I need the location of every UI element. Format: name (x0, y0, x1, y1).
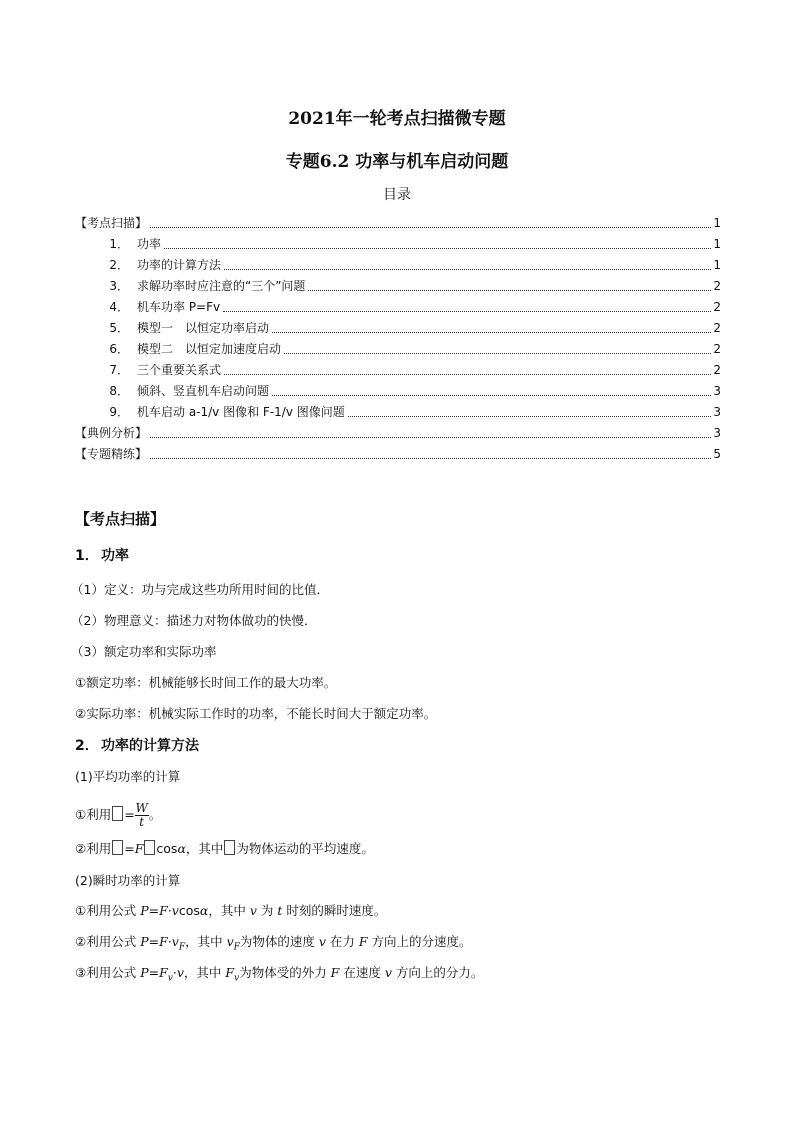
toc-entry[interactable] (75, 315, 721, 336)
text-run: ③利用公式 (75, 965, 141, 980)
placeholder-box (144, 840, 155, 855)
text-run: 在力 (325, 934, 359, 949)
table-of-contents (75, 210, 721, 462)
toc-leader (224, 374, 711, 375)
text-run: ②利用 (75, 841, 112, 856)
variable: α (199, 903, 209, 918)
text-run: cos (156, 841, 178, 856)
toc-entry[interactable] (75, 357, 721, 378)
subsection-heading (75, 547, 129, 565)
toc-leader (272, 395, 711, 396)
variable: P (140, 934, 149, 949)
toc-entry-number: 5． (109, 321, 129, 335)
toc-leader (150, 227, 711, 228)
text-run: = (148, 903, 160, 918)
formula-line (75, 933, 472, 957)
text-run: = (124, 841, 135, 856)
variable: v (249, 903, 257, 918)
toc-entry-label: 模型二 以恒定加速度启动 (137, 342, 282, 356)
text-run: ，其中 (185, 934, 227, 949)
subsection-heading (75, 737, 199, 755)
toc-heading: 目录 (383, 187, 411, 203)
toc-entry[interactable] (75, 210, 721, 231)
toc-entry-number: 1． (109, 237, 129, 251)
toc-leader (150, 458, 711, 459)
variable: F (159, 965, 168, 980)
formula-line (75, 797, 161, 833)
variable: P (140, 903, 149, 918)
variable: F (358, 934, 368, 949)
toc-entry[interactable] (75, 420, 721, 441)
toc-leader (308, 290, 711, 291)
toc-leader (272, 332, 711, 333)
placeholder-box (112, 840, 123, 855)
toc-entry-number: 6． (109, 342, 129, 356)
toc-entry-page: 3 (713, 426, 721, 440)
toc-entry-label: 【考点扫描】 (75, 216, 148, 230)
toc-entry-number: 3． (109, 279, 129, 293)
toc-entry-label: 机车功率 P=Fv (137, 300, 221, 314)
text-run: 为 (256, 903, 278, 918)
toc-leader (164, 248, 711, 249)
toc-entry-number: 7． (109, 363, 129, 377)
text-run: 。 (148, 807, 162, 822)
variable: v (318, 934, 326, 949)
toc-entry-page: 1 (713, 237, 721, 251)
text-run: 方向上的分速度。 (367, 934, 472, 949)
text-run: ①利用 (75, 807, 112, 822)
toc-entry-page: 2 (713, 300, 721, 314)
subsection-title: 功率 (101, 548, 129, 564)
variable: α (177, 841, 186, 856)
toc-entry-page: 2 (713, 279, 721, 293)
variable: F (159, 934, 168, 949)
variable: F (159, 903, 168, 918)
fraction (135, 802, 149, 829)
text-run: ①利用公式 (75, 903, 141, 918)
subscript: v (167, 973, 173, 984)
placeholder-box (112, 806, 123, 821)
toc-leader (224, 269, 711, 270)
text-run: cos (178, 903, 200, 918)
toc-entry[interactable] (75, 399, 721, 420)
toc-entry-number: 4． (109, 300, 129, 314)
paragraph: (1)平均功率的计算 (75, 769, 181, 784)
variable: P (140, 965, 149, 980)
text-run: 为物体受的外力 (239, 965, 331, 980)
text-run: · (172, 965, 177, 980)
toc-entry[interactable] (75, 336, 721, 357)
subscript: F (178, 942, 186, 953)
toc-entry-number: 2． (109, 258, 129, 272)
text-run: · (167, 903, 172, 918)
variable: t (277, 903, 283, 918)
subscript: v (234, 973, 240, 984)
variable: v (171, 934, 179, 949)
document-subtitle: 专题6.2 功率与机车启动问题 (285, 152, 509, 172)
toc-entry-label: 求解功率时应注意的“三个”问题 (137, 279, 306, 293)
paragraph: (2)瞬时功率的计算 (75, 873, 181, 888)
subsection-number: 1． (75, 548, 99, 564)
toc-entry[interactable] (75, 273, 721, 294)
text-run: ，其中 (185, 841, 224, 856)
toc-entry-label: 模型一 以恒定功率启动 (137, 321, 270, 335)
text-run: 在速度 (339, 965, 385, 980)
paragraph: ②实际功率：机械实际工作时的功率，不能长时间大于额定功率。 (75, 706, 437, 721)
text-run: 时刻的瞬时速度。 (282, 903, 387, 918)
placeholder-box (224, 840, 235, 855)
paragraph: ①额定功率：机械能够长时间工作的最大功率。 (75, 675, 337, 690)
toc-entry[interactable] (75, 441, 721, 462)
toc-leader (348, 416, 711, 417)
formula-line (75, 964, 483, 988)
text-run: = (124, 807, 135, 822)
text-run: = (148, 934, 160, 949)
toc-entry-label: 功率 (137, 237, 162, 251)
toc-entry-page: 2 (713, 321, 721, 335)
formula-line (75, 902, 386, 920)
toc-entry-label: 三个重要关系式 (137, 363, 222, 377)
paragraph: （2）物理意义：描述力对物体做功的快慢． (71, 613, 317, 628)
toc-entry-page: 3 (713, 384, 721, 398)
toc-entry-page: 1 (713, 258, 721, 272)
toc-entry-page: 3 (713, 405, 721, 419)
toc-entry[interactable] (75, 252, 721, 273)
toc-entry-number: 9． (109, 405, 129, 419)
paragraph: （3）额定功率和实际功率 (71, 644, 217, 659)
variable: v (171, 903, 179, 918)
text-run: 为物体的速度 (239, 934, 319, 949)
subscript: F (233, 942, 240, 953)
toc-entry-label: 倾斜、竖直机车启动问题 (137, 384, 270, 398)
toc-entry[interactable] (75, 294, 721, 315)
variable: F (134, 841, 144, 856)
toc-entry-page: 2 (713, 363, 721, 377)
variable: v (176, 965, 184, 980)
text-run: 为物体运动的平均速度。 (236, 841, 374, 856)
text-run: · (167, 934, 172, 949)
text-run: ②利用公式 (75, 934, 141, 949)
formula-line (75, 840, 374, 858)
document-title: 2021年一轮考点扫描微专题 (288, 109, 506, 129)
section-heading: 【考点扫描】 (75, 510, 166, 528)
toc-entry-page: 2 (713, 342, 721, 356)
toc-leader (223, 311, 711, 312)
variable: v (226, 934, 234, 949)
variable: F (225, 965, 235, 980)
fraction-numerator: W (135, 801, 148, 815)
variable: F (330, 965, 340, 980)
toc-entry-label: 机车启动 a-1/v 图像和 F-1/v 图像问题 (137, 405, 345, 419)
paragraph: （1）定义：功与完成这些功所用时间的比值． (71, 582, 329, 597)
text-run: ，其中 (183, 965, 226, 980)
toc-entry[interactable] (75, 378, 721, 399)
toc-entry-number: 8． (109, 384, 129, 398)
toc-entry-label: 功率的计算方法 (137, 258, 222, 272)
toc-leader (150, 437, 711, 438)
toc-entry[interactable] (75, 231, 721, 252)
toc-leader (284, 353, 711, 354)
text-run: 方向上的分力。 (391, 965, 484, 980)
toc-entry-page: 1 (713, 216, 721, 230)
text-run: ，其中 (208, 903, 250, 918)
text-run: = (148, 965, 160, 980)
subsection-title: 功率的计算方法 (101, 738, 199, 754)
toc-entry-label: 【典例分析】 (75, 426, 148, 440)
toc-entry-label: 【专题精练】 (75, 447, 148, 461)
subsection-number: 2． (75, 738, 99, 754)
variable: v (384, 965, 392, 980)
toc-entry-page: 5 (713, 447, 721, 461)
fraction-denominator: t (139, 815, 145, 829)
